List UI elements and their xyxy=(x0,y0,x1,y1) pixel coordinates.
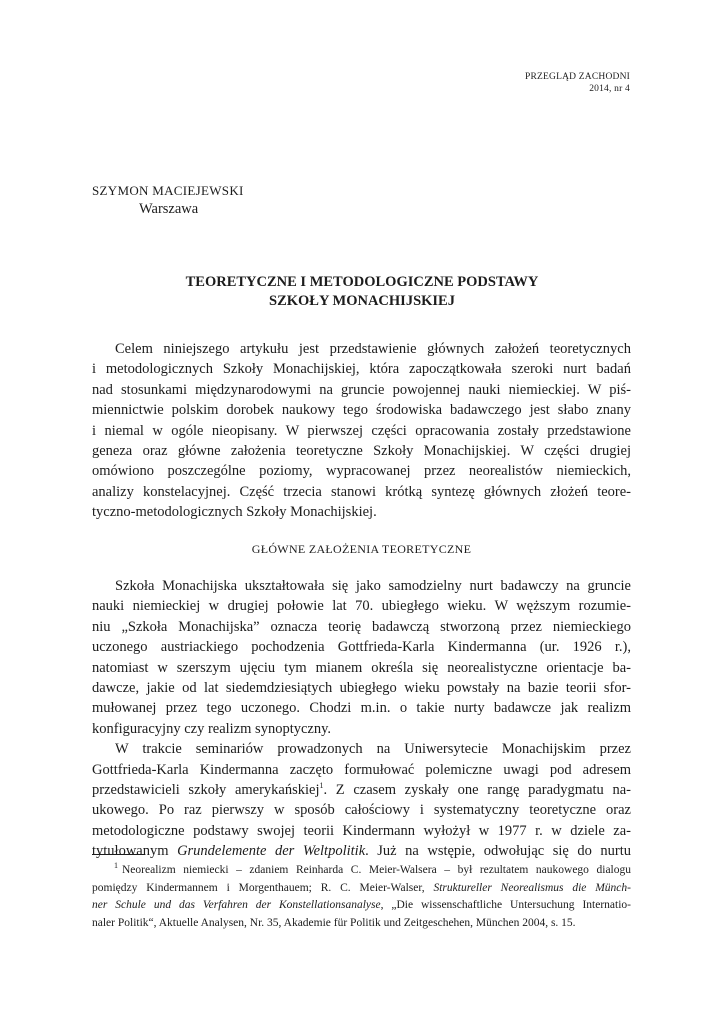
footnote-italic: ner Schule und das Verfahren der Konstellationsanalyse xyxy=(92,899,381,911)
abstract-line: analizy konstelacyjnej. Część trzecia stanowi krótką syntezę głównych złożeń teore- xyxy=(92,483,631,500)
body-line: niu „Szkoła Monachijska” oznacza teorię badawczą stworzoną przez niemieckiego xyxy=(92,618,631,635)
journal-issue: 2014, nr 4 xyxy=(589,84,630,94)
book-title: Grundelemente der Weltpolitik xyxy=(177,843,366,860)
footnote xyxy=(92,862,631,932)
footnote-line: naler Politik“, Aktuelle Analysen, Nr. 35, Akademie für Politik und Zeitgeschehen, München 2004, s. 15. xyxy=(92,916,576,929)
body-line xyxy=(92,780,631,800)
title-line-1: TEORETYCZNE I METODOLOGICZNE PODSTAWY xyxy=(185,274,539,290)
footnote-line xyxy=(92,862,631,880)
body-line: ukowego. Po raz pierwszy w sposób całościowy i systematyczny teoretyczne oraz xyxy=(92,802,631,819)
author-city: Warszawa xyxy=(139,201,199,217)
abstract-line: tyczno-metodologicznych Szkoły Monachijskiej. xyxy=(92,504,377,521)
footnote-italic: Struktureller Neorealismus die Münch- xyxy=(433,881,631,894)
section-heading: GŁÓWNE ZAŁOŻENIA TEORETYCZNE xyxy=(251,542,472,556)
journal-name: PRZEGLĄD ZACHODNI xyxy=(525,72,630,82)
abstract-line: miennictwie polskim dorobek naukowy tego środowiska badawczego jest słabo znany xyxy=(92,402,631,419)
abstract-line: geneza oraz główne założenia teoretyczne Szkoły Monachijskiej. W części drugiej xyxy=(92,442,631,459)
body-line: metodologiczne podstawy swojej teorii Kindermann wyłożył w 1977 r. w dziele za- xyxy=(92,822,631,839)
abstract-line: i metodologicznych Szkoły Monachijskiej, która zapoczątkowała szeroki nurt badań xyxy=(92,361,631,378)
body-line: dawcze, jakie od lat siedemdziesiątych ubiegłego wieku powstały na bazie teorii sfor- xyxy=(92,679,631,696)
body-line: natomiast w szerszym ujęciu tym mianem określa się neorealistyczne orientacje ba- xyxy=(92,659,631,676)
abstract-line: i niemal w ogóle nieopisany. W pierwszej części opracowania zostały przedstawione xyxy=(92,422,631,439)
body-line: mułowanej przez tego uczonego. Chodzi m.in. o takie nurty badawcze jak realizm xyxy=(92,700,631,717)
footnote-number: 1 xyxy=(114,861,118,871)
author-name: SZYMON MACIEJEWSKI xyxy=(92,183,244,198)
body-line: konfiguracyjny czy realizm synoptyczny. xyxy=(92,720,332,737)
footnote-text-run: Neorealizm niemiecki – zdaniem Reinharda C. Meier-Walsera – był rezultatem naukowego dialogu xyxy=(122,864,631,876)
article-title xyxy=(92,273,632,311)
body-line: nauki niemieckiej w drugiej połowie lat 70. ubiegłego wieku. W węższym rozumie- xyxy=(92,598,631,615)
body-line: Gottfrieda-Karla Kindermanna zaczęto formułować polemiczne uwagi pod adresem xyxy=(92,761,631,778)
footnote-line xyxy=(92,897,631,915)
footnote-text-run: , „Die wissenschaftliche Untersuchung Internatio- xyxy=(380,899,632,911)
body-line: Szkoła Monachijska ukształtowała się jako samodzielny nurt badawczy na gruncie xyxy=(115,578,631,594)
footnote-line xyxy=(92,880,631,898)
main-text xyxy=(92,576,631,861)
journal-header xyxy=(470,71,630,95)
footnote-ref[interactable]: 1 xyxy=(319,781,324,791)
footnote-text-run: pomiędzy Kindermannem i Morgenthauem; R. C. Meier-Walser, xyxy=(92,881,434,894)
title-line-2: SZKOŁY MONACHIJSKIEJ xyxy=(269,293,455,309)
body-text-run: przedstawicieli szkoły amerykańskiej xyxy=(92,781,320,798)
abstract-line: nad stosunkami międzynarodowymi na gruncie powojennej nauki niemieckiej. W piś- xyxy=(92,381,631,398)
abstract xyxy=(92,339,631,523)
body-text-run: tytułowanym xyxy=(92,843,178,860)
abstract-line: Celem niniejszego artykułu jest przedstawienie głównych założeń teoretycznych xyxy=(115,341,631,357)
footnote-divider xyxy=(92,854,144,855)
body-line: uczonego austriackiego pochodzenia Gottfrieda-Karla Kindermanna (ur. 1926 r.), xyxy=(92,639,631,656)
abstract-line: omówiono poszczególne poziomy, wypracowanej przez neorealistów niemieckich, xyxy=(92,463,631,480)
body-line xyxy=(92,841,631,861)
body-text-run: . Już na wstępie, odwołując się do nurtu xyxy=(365,843,631,860)
body-line: W trakcie seminariów prowadzonych na Uniwersytecie Monachijskim przez xyxy=(115,741,631,758)
body-text-run: . Z czasem zyskały one rangę paradygmatu na- xyxy=(323,781,631,798)
